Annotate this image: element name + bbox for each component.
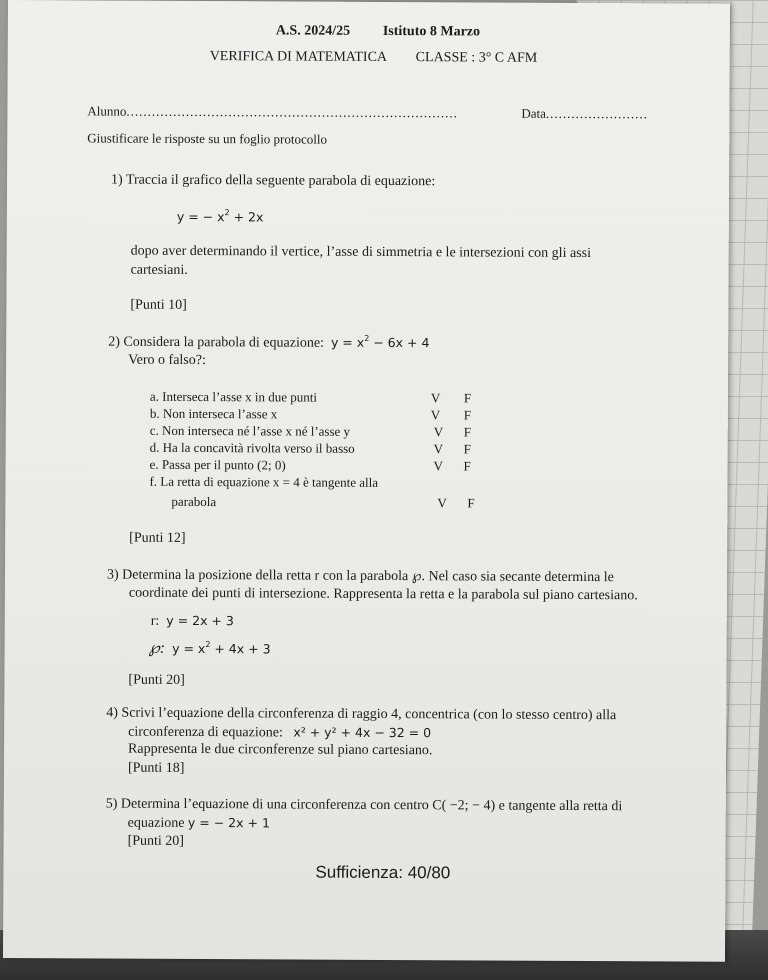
q1-eq-part1: y = − x [176, 209, 225, 225]
q5-line2-text: equazione [127, 815, 185, 831]
q2-equation [331, 335, 430, 351]
q1-eq-exponent: 2 [224, 208, 230, 218]
q2-item-d: d. Ha la concavità rivolta verso il basso [149, 439, 355, 456]
q5-points: [Punti 20] [127, 833, 185, 849]
q2-item-f: f. La retta di equazione x = 4 è tangente alla [149, 473, 379, 490]
q2-item-c-false[interactable]: F [463, 424, 472, 440]
q2-item-c-true[interactable]: V [433, 424, 444, 440]
q3-p-eq-exponent: 2 [205, 639, 211, 649]
q1-body-line2: cartesiani. [130, 262, 188, 278]
q2-item-f-true[interactable]: V [437, 495, 447, 511]
student-name-dots: .............................................................................. [126, 103, 458, 121]
q3-line-parabola [149, 638, 271, 659]
exam-sheet [3, 0, 730, 962]
q3-parabola-equation [172, 641, 271, 657]
q2-prompt-text: 2) Considera la parabola di equazione: [108, 334, 324, 351]
q2-eq-part1: y = x [330, 334, 365, 351]
q2-item-b-true[interactable]: V [430, 407, 441, 423]
q2-item-a-true[interactable]: V [430, 390, 441, 406]
q4-equation: x² + y² + 4x − 32 = 0 [293, 724, 432, 741]
school-name: Istituto 8 Marzo [382, 23, 481, 40]
q2-item-f-line2: parabola [171, 493, 217, 510]
q5-prompt-line2 [128, 815, 270, 833]
date-dots: ........................ [545, 105, 648, 122]
q2-item-b: b. Non interseca l’asse x [149, 405, 278, 422]
q4-points: [Punti 18] [127, 760, 185, 776]
q3-r-label: r: [150, 613, 160, 629]
q5-equation: y = − 2x + 1 [187, 814, 270, 831]
date-field [521, 106, 648, 123]
q2-item-e-false[interactable]: F [463, 458, 471, 474]
student-name-field [87, 103, 458, 121]
class-label: CLASSE : 3° C AFM [415, 50, 538, 66]
q2-item-a-false[interactable]: F [463, 390, 472, 406]
q2-item-c: c. Non interseca né l’asse x né l’asse y [149, 422, 351, 439]
q1-equation [177, 209, 264, 225]
q3-points: [Punti 20] [128, 672, 185, 688]
q2-item-f-false[interactable]: F [467, 495, 475, 511]
q2-item-d-true[interactable]: V [433, 441, 444, 457]
q4-prompt-line2 [128, 724, 431, 743]
q2-item-e-true[interactable]: V [433, 458, 443, 474]
q2-eq-exponent: 2 [364, 333, 370, 343]
q2-eq-part2: − 6x + 4 [369, 335, 430, 351]
sufficienza-threshold: Sufficienza: 40/80 [315, 862, 451, 883]
date-label: Data [521, 105, 547, 121]
q1-body-line1: dopo aver determinando il vertice, l’asse di simmetria e le intersezioni con gli assi [130, 243, 592, 262]
q2-item-e: e. Passa per il punto (2; 0) [149, 456, 286, 473]
q4-prompt-line1: 4) Scrivi l’equazione della circonferenza di raggio 4, concentrica (con lo stesso centro) alla [106, 705, 617, 724]
q1-eq-part2: + 2x [229, 209, 264, 225]
q3-p-eq-part2: + 4x + 3 [210, 641, 271, 657]
q1-points: [Punti 10] [130, 297, 187, 313]
exam-title: VERIFICA DI MATEMATICA [209, 49, 388, 65]
q5-prompt-line1: 5) Determina l’equazione di una circonferenza con centro C( −2; − 4) e tangente alla retta di [105, 796, 623, 815]
instructions: Giustificare le risposte su un foglio protocollo [87, 130, 328, 147]
q2-item-b-false[interactable]: F [463, 407, 472, 423]
q3-parabola-label: ℘: [148, 639, 166, 657]
q3-line-r [151, 613, 234, 630]
q4-prompt-line3: Rappresenta le due circonferenze sul piano cartesiano. [128, 741, 433, 759]
q4-line2-text: circonferenza di equazione: [128, 724, 283, 741]
q3-prompt-line1: 3) Determina la posizione della retta r con la parabola ℘. Nel caso sia secante determina le [106, 567, 614, 586]
school-year: A.S. 2024/25 [275, 23, 351, 39]
q1-prompt: 1) Traccia il grafico della seguente parabola di equazione: [111, 172, 436, 190]
q2-prompt [108, 334, 429, 353]
q2-item-a: a. Interseca l’asse x in due punti [149, 388, 318, 405]
q2-item-d-false[interactable]: F [463, 441, 471, 457]
q3-p-eq-part1: y = x [172, 640, 206, 657]
student-name-label: Alunno [87, 103, 127, 119]
q2-points: [Punti 12] [129, 530, 186, 546]
q2-subtitle: Vero o falso?: [128, 352, 206, 369]
q3-prompt-line2: coordinate dei punti di intersezione. Rappresenta la retta e la parabola sul piano cartesiano. [128, 585, 638, 604]
q3-r-equation: y = 2x + 3 [166, 612, 234, 629]
